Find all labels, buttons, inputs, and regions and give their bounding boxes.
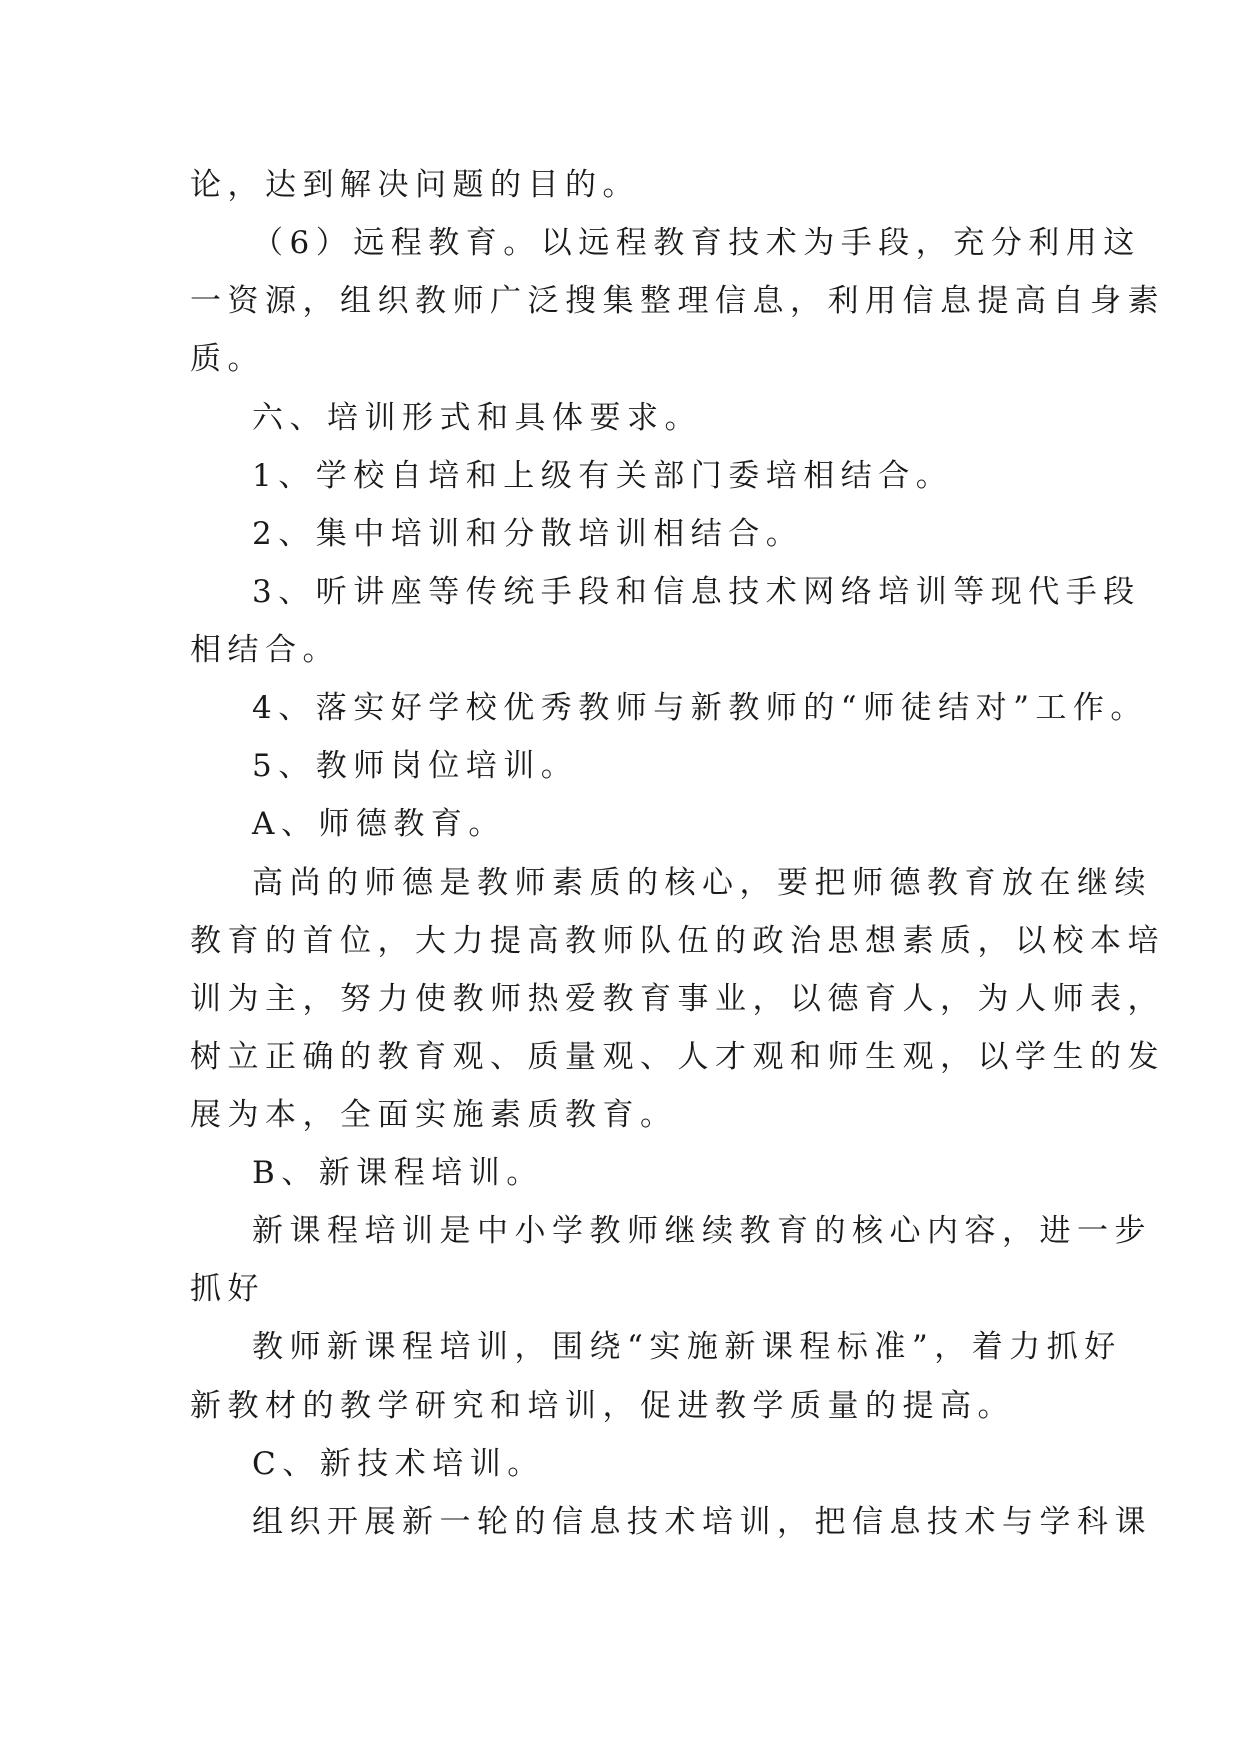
list-item: 1、学校自培和上级有关部门委培相结合。 [252, 458, 954, 494]
text-line: 新教材的教学研究和培训，促进教学质量的提高。 [190, 1388, 1015, 1424]
text-line: 新课程培训是中小学教师继续教育的核心内容，进一步 [252, 1213, 1152, 1249]
text-line: 高尚的师德是教师素质的核心，要把师德教育放在继续 [252, 865, 1152, 901]
sub-heading: C、新技术培训。 [252, 1446, 545, 1482]
list-item: 3、听讲座等传统手段和信息技术网络培训等现代手段 [252, 574, 1141, 610]
text-line: 论，达到解决问题的目的。 [190, 167, 640, 203]
text-line: 抓好 [190, 1271, 265, 1307]
list-item: 5、教师岗位培训。 [252, 748, 579, 784]
text-line: 一资源，组织教师广泛搜集整理信息，利用信息提高自身素 [190, 283, 1165, 319]
sub-heading: A、师德教育。 [252, 806, 506, 842]
text-line: 展为本，全面实施素质教育。 [190, 1097, 678, 1133]
section-heading: 六、培训形式和具体要求。 [252, 400, 702, 436]
text-line: 教师新课程培训，围绕“实施新课程标准”，着力抓好 [252, 1329, 1122, 1365]
list-item: 2、集中培训和分散培训相结合。 [252, 516, 804, 552]
text-line: 训为主，努力使教师热爱教育事业，以德育人，为人师表， [190, 981, 1165, 1017]
text-line: （6）远程教育。以远程教育技术为手段，充分利用这 [252, 225, 1141, 261]
text-line: 教育的首位，大力提高教师队伍的政治思想素质，以校本培 [190, 923, 1165, 959]
sub-heading: B、新课程培训。 [252, 1155, 544, 1191]
text-line: 组织开展新一轮的信息技术培训，把信息技术与学科课 [252, 1504, 1152, 1540]
text-line: 相结合。 [190, 632, 340, 668]
text-line: 质。 [190, 341, 265, 377]
text-line: 树立正确的教育观、质量观、人才观和师生观，以学生的发 [190, 1039, 1165, 1075]
list-item: 4、落实好学校优秀教师与新教师的“师徒结对”工作。 [252, 690, 1148, 726]
